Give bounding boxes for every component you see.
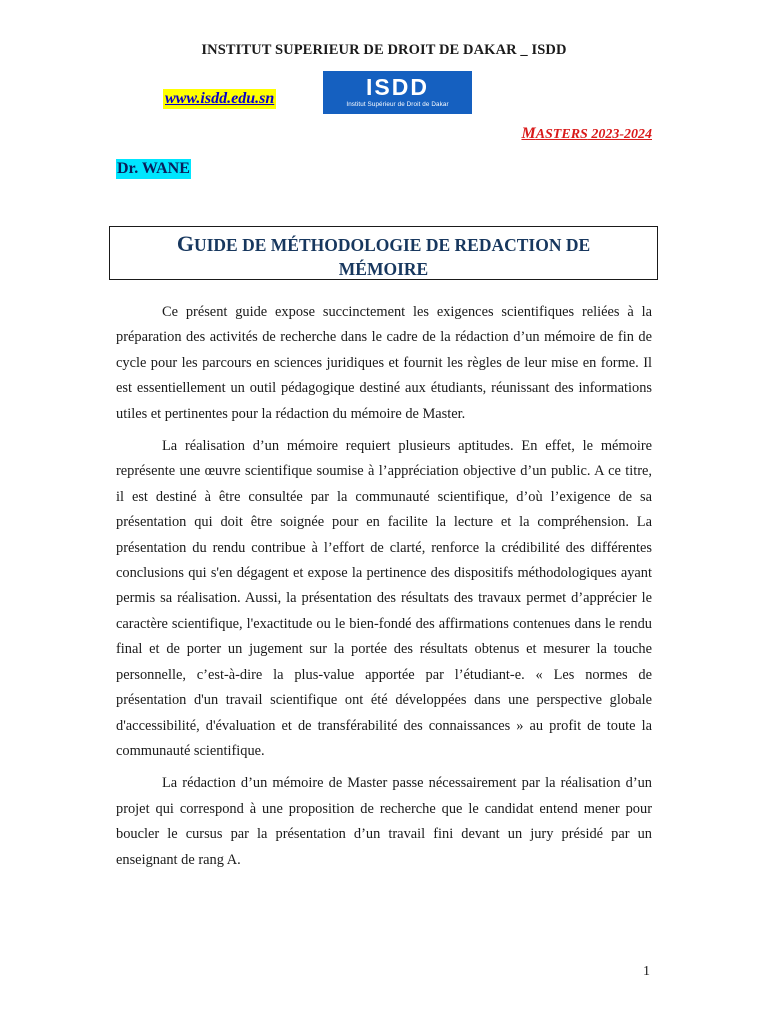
paragraph: Ce présent guide expose succinctement les exigences scientifiques reliées à la préparation des activités de recherche dans le cadre de la rédaction d’un mémoire de fin de cycle pour les parcours en sciences juridiques et fournit les règles de leur mise en forme. Il est essentiellement un outil pédagogique destiné aux étudiants, réunissant des informations utiles et pertinentes pour la rédaction du mémoire de Master. [116,304,652,422]
title-line-1-text: UIDE DE MÉTHODOLOGIE DE REDACTION DE [193,235,591,255]
author-name: Dr. WANE [117,160,190,177]
isdd-logo [323,71,472,114]
title-line-1 [110,232,657,257]
website-link[interactable]: www.isdd.edu.sn [165,90,275,107]
logo-subtitle: Institut Supérieur de Droit de Dakar [346,101,449,108]
paragraph: La réalisation d’un mémoire requiert plusieurs aptitudes. En effet, le mémoire représente une œuvre scientifique soumise à l’appréciation objective d’un public. A ce titre, il est destiné à être consultée par la communauté scientifique, d’où l’exigence de sa présentation qui doit être soignée pour en facilite la lecture et la compréhension. La présentation du rendu contribue à l’effort de clarté, renforce la crédibilité des différentes conclusions qui s'en dégagent et expose la pertinence des dispositifs méthodologiques ayant permis sa réalisation. Aussi, la présentation des résultats des travaux permet d’apprécier le caractère scientifique, l'exactitude ou le bien-fondé des affirmations contenues dans le rendu final et de porter un jugement sur la portée des résultats obtenus et mesurer la touche personnelle, c’est-à-dire la plus-value apportée par l’étudiant-e. « Les normes de présentation d'un travail scientifique ont été développées dans une perspective globale d'accessibilité, d'évaluation et de transférabilité des connaissances » au profit de toute la communauté scientifique. [116,438,652,759]
document-title [109,226,658,280]
masters-label: ASTERS [535,127,588,142]
body-text [116,300,652,880]
page-number: 1 [643,964,650,979]
masters-initial: M [521,125,536,142]
title-initial: G [176,231,194,256]
title-line-2: MÉMOIRE [338,259,429,279]
masters-year [521,125,652,143]
academic-year: 2023-2024 [587,127,652,142]
institute-name: INSTITUT SUPERIEUR DE DROIT DE DAKAR _ ISDD [201,42,567,58]
logo-text: ISDD [366,74,429,100]
paragraph: La rédaction d’un mémoire de Master passe nécessairement par la réalisation d’un projet qui correspond à une proposition de recherche que le candidat entend mener pour boucler le cursus par la présentation d’un travail fini devant un jury présidé par un enseignant de rang A. [116,775,652,868]
